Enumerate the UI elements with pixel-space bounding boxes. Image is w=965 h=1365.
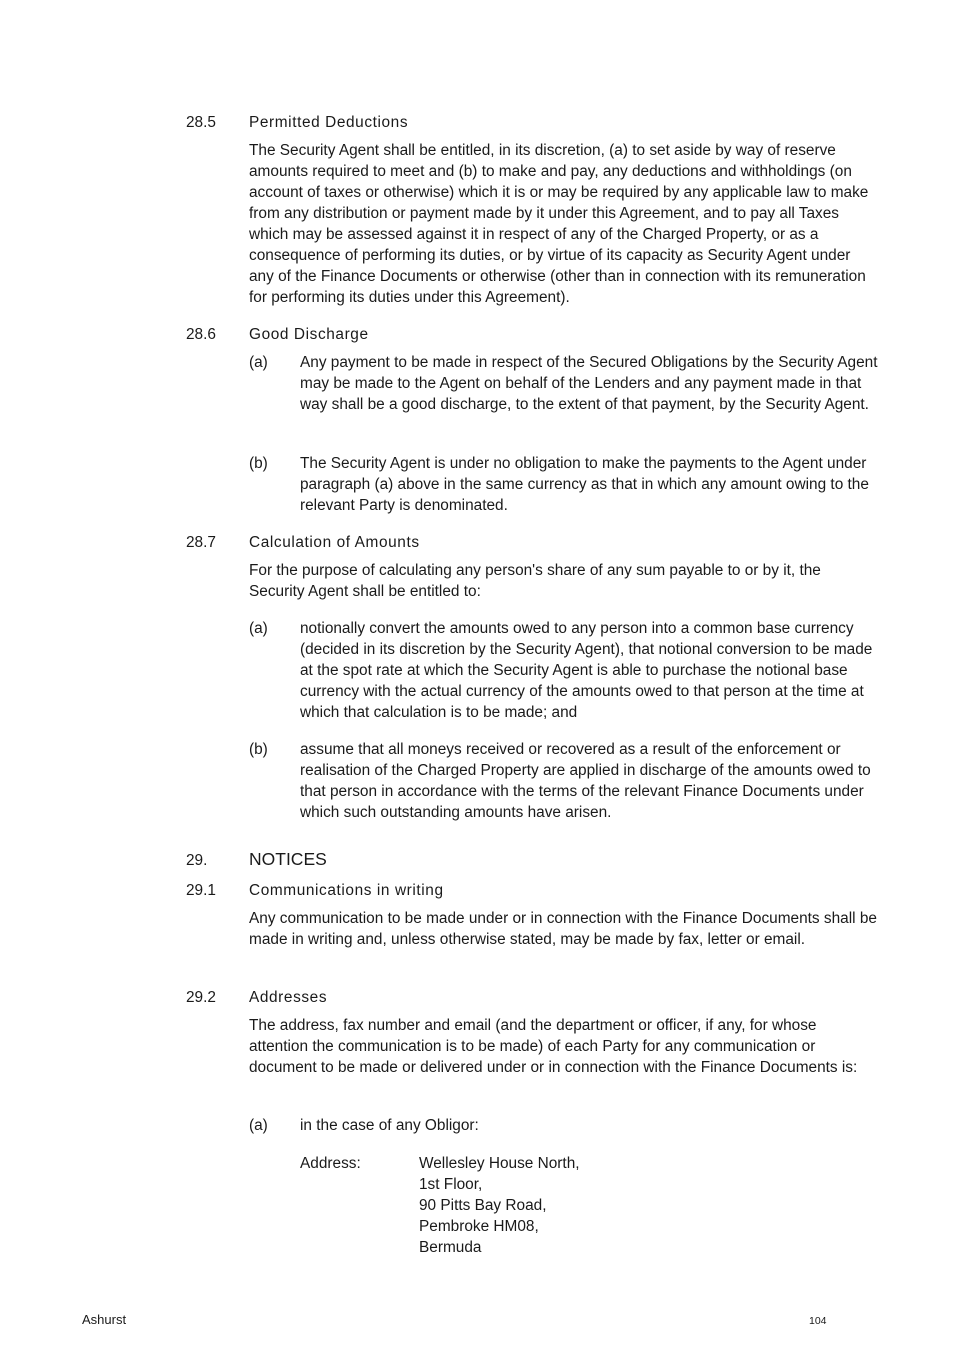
clause-heading: Communications in writing: [249, 882, 444, 899]
clause-heading: Addresses: [249, 989, 328, 1006]
address-label: Address:: [300, 1155, 361, 1172]
clause-number: 29.2: [186, 989, 216, 1006]
address-line: Bermuda: [419, 1239, 482, 1256]
clause-number: 29.: [186, 852, 208, 869]
paragraph-text: in the case of any Obligor:: [300, 1117, 479, 1134]
clause-number: 28.5: [186, 114, 216, 131]
clause-heading: Good Discharge: [249, 326, 369, 343]
paragraph-text: assume that all moneys received or recovered as a result of the enforcement or realisation of the Charged Property are applied in discharge of the amounts owed to that person in accordance with the terms of the relevant Finance Documents under which such outstanding amounts have arisen.: [300, 741, 871, 821]
address-line: Pembroke HM08,: [419, 1218, 539, 1235]
paragraph-text: notionally convert the amounts owed to any person into a common base currency (decided in its discretion by the Security Agent), that notional conversion to be made at the spot rate at which the Security Agent is able to purchase the notional base currency with the actual currency of the amounts owed to that person at the time at which that calculation is to be made; and: [300, 620, 873, 721]
paragraph-label: (b): [249, 455, 268, 472]
clause-body: The Security Agent shall be entitled, in its discretion, (a) to set aside by way of reserve amounts required to meet and (b) to make and pay, any deductions and withholdings (on account of taxes or otherwise) which it is or may be required by any applicable law to make from any distribution or payment made by it under this Agreement, and to pay all Taxes which may be assessed against it in respect of any of the Charged Property, or as a consequence of performing its duties, or by virtue of its capacity as Security Agent under any of the Finance Documents or otherwise (other than in connection with its remuneration for performing its duties under this Agreement).: [249, 142, 869, 306]
clause-heading: Calculation of Amounts: [249, 534, 420, 551]
address-line: 90 Pitts Bay Road,: [419, 1197, 547, 1214]
paragraph-text: Any payment to be made in respect of the Secured Obligations by the Security Agent may be made to the Agent on behalf of the Lenders and any payment made in that way shall be a good discharge, to the extent of that payment, by the Security Agent.: [300, 354, 878, 413]
paragraph-label: (a): [249, 620, 268, 637]
clause-heading: Permitted Deductions: [249, 114, 409, 131]
clause-number: 29.1: [186, 882, 216, 899]
address-line: Wellesley House North,: [419, 1155, 580, 1172]
paragraph-label: (b): [249, 741, 268, 758]
address-line: 1st Floor,: [419, 1176, 483, 1193]
clause-number: 28.7: [186, 534, 216, 551]
clause-number: 28.6: [186, 326, 216, 343]
footer-firm-name: Ashurst: [82, 1312, 127, 1327]
clause-heading: NOTICES: [249, 849, 327, 869]
paragraph-text: The Security Agent is under no obligation to make the payments to the Agent under paragraph (a) above in the same currency as that in which any amount owing to the relevant Party is denominated.: [300, 455, 869, 514]
clause-body: For the purpose of calculating any person's share of any sum payable to or by it, the Security Agent shall be entitled to:: [249, 562, 821, 600]
paragraph-label: (a): [249, 1117, 268, 1134]
address-block: [419, 1153, 580, 1258]
paragraph-label: (a): [249, 354, 268, 371]
clause-body: Any communication to be made under or in connection with the Finance Documents shall be made in writing and, unless otherwise stated, may be made by fax, letter or email.: [249, 910, 877, 948]
clause-body: The address, fax number and email (and the department or officer, if any, for whose attention the communication is to be made) of each Party for any communication or document to be made or delivered under or in connection with the Finance Documents is:: [249, 1017, 858, 1076]
page-number: 104: [809, 1315, 827, 1327]
